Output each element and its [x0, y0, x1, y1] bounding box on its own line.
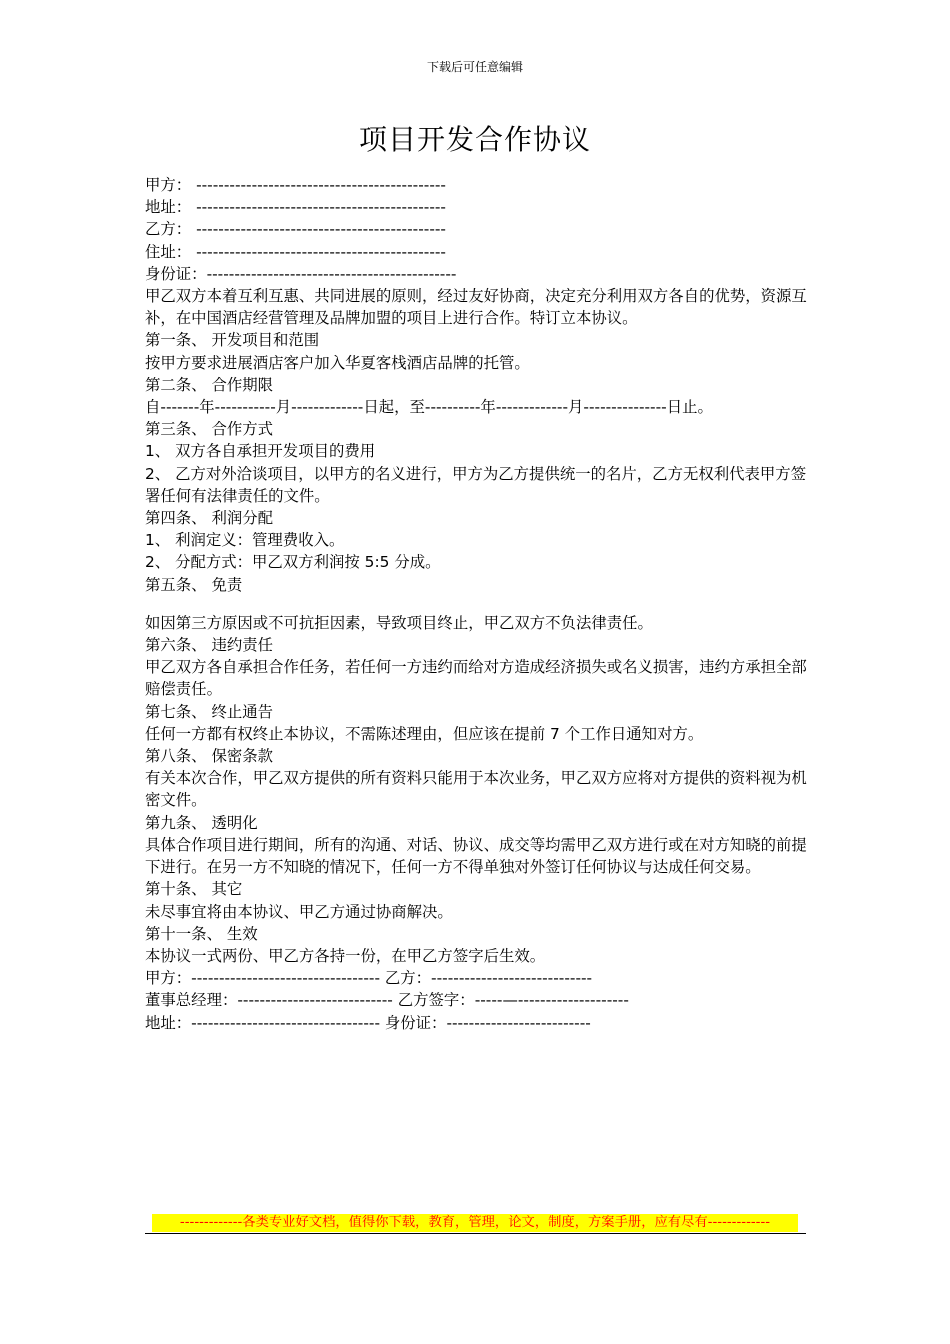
signature-line-2: 董事总经理：---------------------------- 乙方签字：-----—-------------------- — [145, 991, 629, 1010]
document-body — [145, 174, 815, 1034]
document-title: 项目开发合作协议 — [358, 123, 591, 156]
article-6-heading: 第六条、 违约责任 — [145, 636, 274, 655]
article-11-text: 本协议一式两份、甲乙方各持一份，在甲乙方签字后生效。 — [145, 946, 546, 965]
article-3-item-2: 2、 乙方对外洽谈项目，以甲方的名义进行，甲方为乙方提供统一的名片，乙方无权利代表甲方签署任何有法律责任的文件。 — [145, 464, 807, 505]
article-1-text: 按甲方要求进展酒店客户加入华夏客栈酒店品牌的托管。 — [145, 353, 530, 372]
article-4-heading: 第四条、 利润分配 — [145, 509, 274, 528]
article-3-heading: 第三条、 合作方式 — [145, 420, 274, 439]
article-11-heading: 第十一条、 生效 — [145, 924, 258, 943]
header-note: 下载后可任意编辑 — [426, 60, 523, 74]
article-8-heading: 第八条、 保密条款 — [145, 747, 274, 766]
signature-line-1: 甲方：---------------------------------- 乙方：----------------------------- — [145, 969, 593, 988]
residence-b-line: 住址： --------------------------------------------- — [145, 242, 446, 261]
id-card-line: 身份证：--------------------------------------------- — [145, 264, 457, 283]
article-10-text: 未尽事宜将由本协议、甲乙方通过协商解决。 — [145, 902, 453, 921]
article-5-text: 如因第三方原因或不可抗拒因素，导致项目终止，甲乙双方不负法律责任。 — [145, 613, 653, 632]
article-3-item-1: 1、 双方各自承担开发项目的费用 — [145, 442, 376, 461]
footer-banner: -------------各类专业好文档，值得你下载，教育，管理，论文，制度，方案手册，应有尽有------------- — [152, 1214, 798, 1232]
article-9-text: 具体合作项目进行期间，所有的沟通、对话、协议、成交等均需甲乙双方进行或在对方知晓的前提下进行。在另一方不知晓的情况下，任何一方不得单独对外签订任何协议与达成任何交易。 — [145, 835, 807, 877]
article-7-heading: 第七条、 终止通告 — [145, 702, 274, 721]
article-2-text: 自-------年-----------月-------------日起，至----------年-------------月---------------日止。 — [145, 398, 713, 417]
article-2-heading: 第二条、 合作期限 — [145, 375, 274, 394]
article-8-text: 有关本次合作，甲乙双方提供的所有资料只能用于本次业务，甲乙双方应将对方提供的资料视为机密文件。 — [145, 769, 807, 810]
address-a-line: 地址： --------------------------------------------- — [145, 198, 446, 217]
article-4-item-1: 1、 利润定义：管理费收入。 — [145, 531, 345, 550]
preamble-paragraph: 甲乙双方本着互利互惠、共同进展的原则，经过友好协商，决定充分利用双方各自的优势，资源互补，在中国酒店经营管理及品牌加盟的项目上进行合作。特订立本协议。 — [145, 287, 807, 328]
blank-gap — [145, 596, 815, 612]
article-7-text: 任何一方都有权终止本协议，不需陈述理由，但应该在提前 7 个工作日通知对方。 — [145, 724, 704, 743]
article-6-text: 甲乙双方各自承担合作任务，若任何一方违约而给对方造成经济损失或名义损害，违约方承担全部赔偿责任。 — [145, 658, 807, 699]
signature-line-3: 地址：---------------------------------- 身份证：-------------------------- — [145, 1013, 591, 1032]
party-b-line: 乙方： --------------------------------------------- — [145, 220, 446, 239]
article-1-heading: 第一条、 开发项目和范围 — [145, 331, 320, 350]
article-9-heading: 第九条、 透明化 — [145, 813, 258, 832]
party-a-line: 甲方： --------------------------------------------- — [145, 176, 446, 194]
article-10-heading: 第十条、 其它 — [145, 880, 243, 899]
article-4-item-2: 2、 分配方式：甲乙双方利润按 5:5 分成。 — [145, 553, 441, 572]
footer-divider — [145, 1233, 806, 1234]
article-5-heading: 第五条、 免责 — [145, 575, 243, 594]
